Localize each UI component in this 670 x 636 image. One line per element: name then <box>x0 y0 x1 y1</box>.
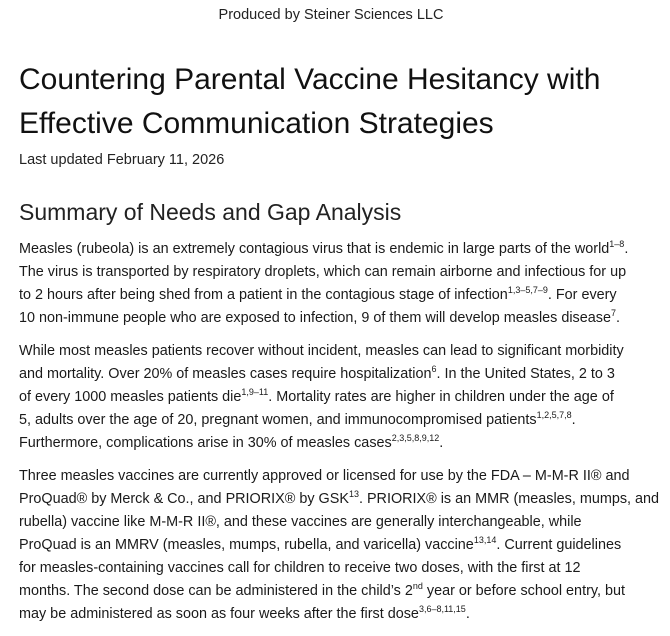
document-body <box>19 238 660 636</box>
text-run: may be administered as soon as four weeks after the first dose <box>19 606 419 622</box>
text-run: . <box>624 241 629 257</box>
text-run: months. The second dose can be administered in the child’s 2 <box>19 583 413 599</box>
text-run: ProQuad® by Merck & Co., and PRIORIX® by GSK <box>19 491 349 507</box>
text-run: . <box>439 435 444 451</box>
citation-superscript: nd <box>412 581 423 591</box>
paragraph-line <box>19 386 647 409</box>
text-run: . <box>615 310 620 326</box>
document-title <box>19 58 659 146</box>
text-run: . In the United States, 2 to 3 <box>436 366 615 382</box>
paragraph-line <box>19 534 647 557</box>
paragraph-line <box>19 409 647 432</box>
text-run: Three measles vaccines are currently approved or licensed for use by the FDA – M-M-R II® and <box>19 468 630 484</box>
title-line-2: Effective Communication Strategies <box>19 107 494 140</box>
producer-credit: Produced by Steiner Sciences LLC <box>218 7 444 23</box>
citation-superscript: 1,2,5,7,8 <box>536 410 572 420</box>
text-run: . PRIORIX® is an MMR (measles, mumps, and <box>358 491 660 507</box>
text-run: and mortality. Over 20% of measles cases require hospitalization <box>19 366 432 382</box>
body-paragraph <box>19 340 647 455</box>
text-run: 5, adults over the age of 20, pregnant women, and immunocompromised patients <box>19 412 537 428</box>
citation-superscript: 6 <box>431 364 437 374</box>
text-run: of every 1000 measles patients die <box>19 389 242 405</box>
text-run: for measles-containing vaccines call for children to receive two doses, with the first at 12 <box>19 560 581 576</box>
text-run: . <box>465 606 470 622</box>
citation-superscript: 2,3,5,8,9,12 <box>391 433 440 443</box>
paragraph-line <box>19 261 647 284</box>
paragraph-line <box>19 238 647 261</box>
citation-superscript: 13 <box>348 489 359 499</box>
citation-superscript: 1–8 <box>609 239 625 249</box>
paragraph-line <box>19 340 647 363</box>
text-run: to 2 hours after being shed from a patient in the contagious stage of infection <box>19 287 508 303</box>
text-run: Measles (rubeola) is an extremely contagious virus that is endemic in large parts of the world <box>19 241 610 257</box>
citation-superscript: 3,6–8,11,15 <box>418 604 466 614</box>
text-run: . For every <box>547 287 617 303</box>
paragraph-line <box>19 603 647 626</box>
title-line-1: Countering Parental Vaccine Hesitancy with <box>19 63 601 96</box>
text-run: ProQuad is an MMRV (measles, mumps, rubella, and varicella) vaccine <box>19 537 474 553</box>
paragraph-line <box>19 363 647 386</box>
text-run: year or before school entry, but <box>422 583 625 599</box>
text-run: . Current guidelines <box>496 537 622 553</box>
text-run: Furthermore, complications arise in 30% of measles cases <box>19 435 392 451</box>
body-paragraph <box>19 465 660 626</box>
text-run: . Mortality rates are higher in children under the age of <box>268 389 614 405</box>
paragraph-line <box>19 284 647 307</box>
text-run: rubella) vaccine like M-M-R II®, and these vaccines are generally interchangeable, while <box>19 514 582 530</box>
text-run: 10 non-immune people who are exposed to infection, 9 of them will develop measles disease <box>19 310 611 326</box>
paragraph-line <box>19 557 647 580</box>
paragraph-line <box>19 432 647 455</box>
paragraph-line <box>19 307 647 330</box>
text-run: . <box>571 412 576 428</box>
body-paragraph <box>19 238 647 330</box>
citation-superscript: 1,9–11 <box>241 387 269 397</box>
section-heading: Summary of Needs and Gap Analysis <box>19 199 402 225</box>
citation-superscript: 13,14 <box>473 535 497 545</box>
paragraph-line <box>19 511 647 534</box>
last-updated-date: Last updated February 11, 2026 <box>19 152 225 168</box>
paragraph-line <box>19 580 647 603</box>
paragraph-line <box>19 465 647 488</box>
citation-superscript: 1,3–5,7–9 <box>507 285 548 295</box>
text-run: While most measles patients recover without incident, measles can lead to significant morbidity <box>19 343 624 359</box>
paragraph-line <box>19 488 660 511</box>
citation-superscript: 7 <box>610 308 616 318</box>
text-run: The virus is transported by respiratory droplets, which can remain airborne and infectious for up <box>19 264 627 280</box>
